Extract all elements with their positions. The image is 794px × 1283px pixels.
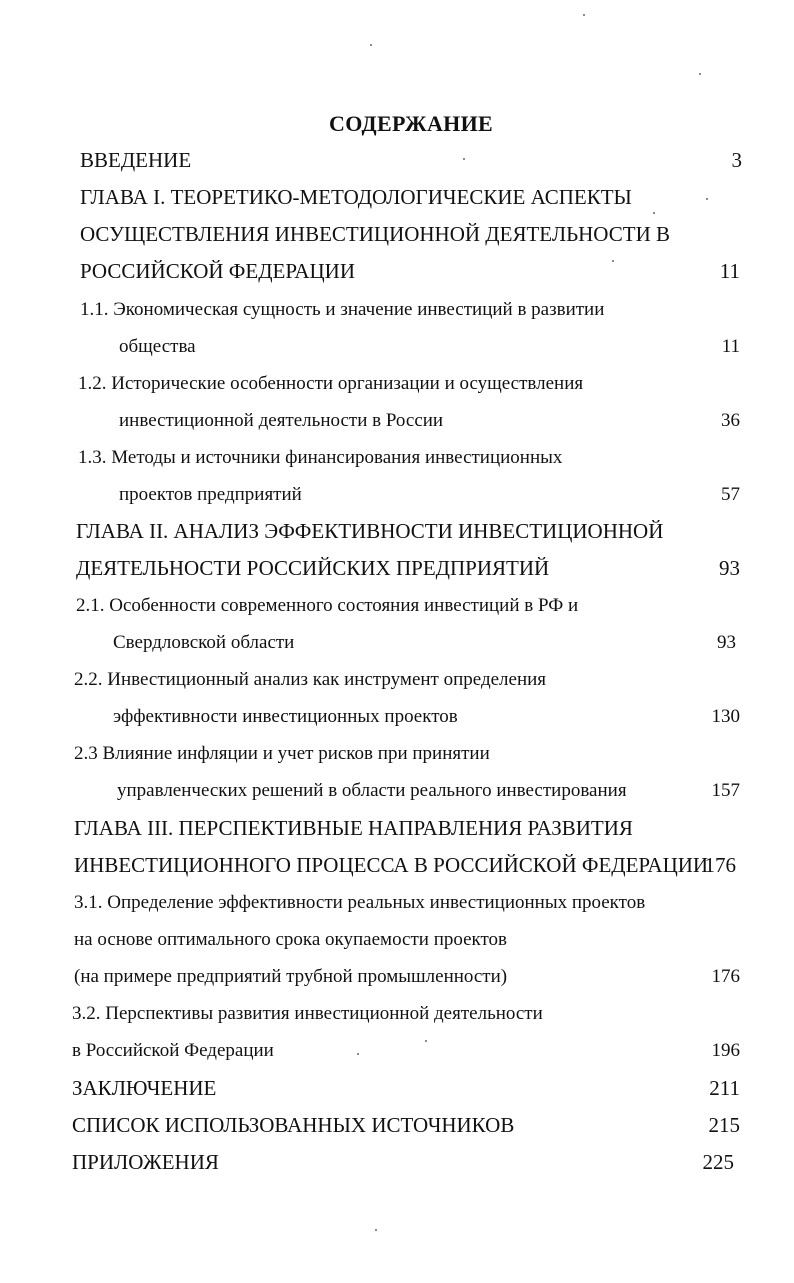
toc-entry-page: 93: [719, 556, 740, 580]
scan-speck: [425, 1040, 427, 1042]
toc-entry-text: 1.1. Экономическая сущность и значение инвестиций в развитии: [80, 299, 605, 320]
toc-entry-text: ГЛАВА III. ПЕРСПЕКТИВНЫЕ НАПРАВЛЕНИЯ РАЗВИТИЯ: [74, 816, 633, 840]
toc-entry-text: 2.1. Особенности современного состояния инвестиций в РФ и: [76, 595, 579, 616]
toc-entry-text: (на примере предприятий трубной промышленности): [74, 966, 508, 987]
page-title: СОДЕРЖАНИЕ: [329, 111, 493, 136]
toc-entry-text: 3.1. Определение эффективности реальных инвестиционных проектов: [74, 892, 646, 913]
toc-entry-text: ОСУЩЕСТВЛЕНИЯ ИНВЕСТИЦИОННОЙ ДЕЯТЕЛЬНОСТИ В: [80, 222, 670, 246]
scan-speck: [375, 1229, 377, 1231]
toc-entry-text: 1.3. Методы и источники финансирования инвестиционных: [78, 447, 563, 468]
toc-entry-text: общества: [119, 336, 196, 357]
toc-entry-text: управленческих решений в области реального инвестирования: [117, 780, 627, 801]
toc-entry-text: ГЛАВА II. АНАЛИЗ ЭФФЕКТИВНОСТИ ИНВЕСТИЦИОННОЙ: [76, 519, 664, 543]
toc-entry-text: эффективности инвестиционных проектов: [113, 706, 458, 727]
toc-entry-page: 211: [709, 1076, 740, 1100]
toc-entry-text: ПРИЛОЖЕНИЯ: [72, 1150, 219, 1174]
scan-speck: [463, 158, 465, 160]
toc-entry-page: 3: [731, 148, 742, 172]
toc-entry-page: 176: [711, 966, 740, 987]
scan-speck: [706, 198, 708, 200]
toc-entry-text: Свердловской области: [113, 632, 295, 653]
toc-entry-text: 3.2. Перспективы развития инвестиционной деятельности: [72, 1003, 543, 1024]
scan-speck: [357, 1053, 359, 1055]
toc-entry-page: 11: [721, 336, 740, 357]
toc-entry-text: РОССИЙСКОЙ ФЕДЕРАЦИИ: [80, 259, 355, 283]
toc-entry-text: 1.2. Исторические особенности организации и осуществления: [78, 373, 584, 394]
scan-speck: [653, 212, 655, 214]
toc-entry-text: 2.3 Влияние инфляции и учет рисков при принятии: [74, 743, 490, 764]
toc-entry-text: инвестиционной деятельности в России: [119, 410, 444, 431]
scan-speck: [612, 260, 614, 262]
toc-entry-text: проектов предприятий: [119, 484, 302, 505]
toc-entry-text: на основе оптимального срока окупаемости проектов: [74, 929, 508, 950]
scan-speck: [370, 44, 372, 46]
toc-entry-page: 157: [711, 780, 740, 801]
toc-entry-page: 57: [721, 484, 740, 505]
toc-entry-text: ЗАКЛЮЧЕНИЕ: [72, 1076, 217, 1100]
toc-entry-text: ИНВЕСТИЦИОННОГО ПРОЦЕССА В РОССИЙСКОЙ ФЕДЕРАЦИИ: [74, 853, 709, 877]
toc-entry-page: 36: [721, 410, 740, 431]
toc-entry-page: 176: [704, 853, 736, 877]
toc-entry-text: в Российской Федерации: [72, 1040, 274, 1061]
toc-entry-text: ГЛАВА I. ТЕОРЕТИКО-МЕТОДОЛОГИЧЕСКИЕ АСПЕКТЫ: [80, 185, 632, 209]
toc-entry-text: ДЕЯТЕЛЬНОСТИ РОССИЙСКИХ ПРЕДПРИЯТИЙ: [76, 556, 550, 580]
toc-entry-page: 215: [708, 1113, 740, 1137]
toc-entry-text: 2.2. Инвестиционный анализ как инструмент определения: [74, 669, 547, 690]
toc-entry-page: 225: [702, 1150, 734, 1174]
scan-speck: [583, 14, 585, 16]
toc-entry-page: 196: [711, 1040, 740, 1061]
toc-entry-page: 11: [719, 259, 740, 283]
scan-speck: [699, 73, 701, 75]
toc-entry-page: 93: [717, 632, 736, 653]
toc-entry-text: ВВЕДЕНИЕ: [80, 148, 192, 172]
toc-entry-page: 130: [711, 706, 740, 727]
toc-entry-text: СПИСОК ИСПОЛЬЗОВАННЫХ ИСТОЧНИКОВ: [72, 1113, 515, 1137]
